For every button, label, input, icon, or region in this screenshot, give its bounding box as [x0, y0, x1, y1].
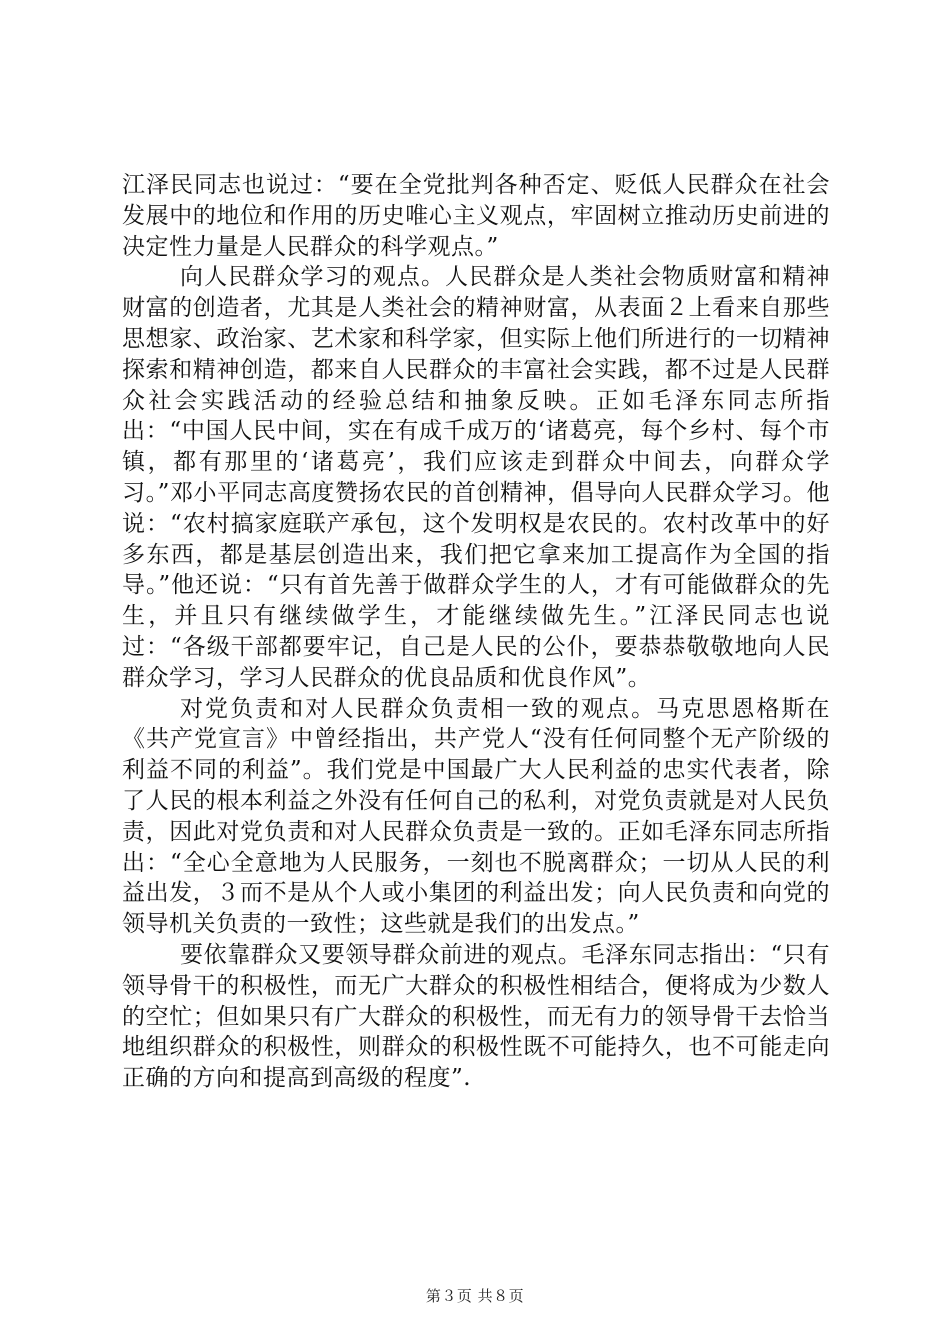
paragraph-continuation: 江泽民同志也说过：“要在全党批判各种否定、贬低人民群众在社会发展中的地位和作用的历史唯心主义观点，牢固树立推动历史前进的决定性力量是人民群众的科学观点。”	[122, 172, 830, 260]
paragraph-rely-and-lead: 要依靠群众又要领导群众前进的观点。毛泽东同志指出：“只有领导骨干的积极性，而无广大群众的积极性相结合，便将成为少数人的空忙；但如果只有广大群众的积极性，而无有力的领导骨干去恰当地组织群众的积极性，则群众的积极性既不可能持久，也不可能走向正确的方向和提高到高级的程度”.	[122, 941, 830, 1092]
paragraph-responsibility: 对党负责和对人民群众负责相一致的观点。马克思恩格斯在《共产党宣言》中曾经指出，共产党人“没有任何同整个无产阶级的利益不同的利益”。我们党是中国最广大人民利益的忠实代表者，除了人民的根本利益之外没有任何自己的私利，对党负责就是对人民负责，因此对党负责和对人民群众负责是一致的。正如毛泽东同志所指出：“全心全意地为人民服务，一刻也不脱离群众；一切从人民的利益出发，３而不是从个人或小集团的利益出发；向人民负责和向党的领导机关负责的一致性；这些就是我们的出发点。”	[122, 695, 830, 938]
paragraph-learn-from-masses: 向人民群众学习的观点。人民群众是人类社会物质财富和精神财富的创造者，尤其是人类社会的精神财富，从表面２上看来自那些思想家、政治家、艺术家和科学家，但实际上他们所进行的一切精神探索和精神创造，都来自人民群众的丰富社会实践，都不过是人民群众社会实践活动的经验总结和抽象反映。正如毛泽东同志所指出：“中国人民中间，实在有成千成万的‘诸葛亮，每个乡村、每个市镇，都有那里的‘诸葛亮’，我们应该走到群众中间去，向群众学习。”邓小平同志高度赞扬农民的首创精神，倡导向人民群众学习。他说：“农村搞家庭联产承包，这个发明权是农民的。农村改革中的好多东西，都是基层创造出来，我们把它拿来加工提高作为全国的指导。”他还说：“只有首先善于做群众学生的人，才有可能做群众的先生，并且只有继续做学生，才能继续做先生。”江泽民同志也说过：“各级干部都要牢记，自己是人民的公仆，要恭恭敬敬地向人民群众学习，学习人民群众的优良品质和优良作风”。	[122, 264, 830, 691]
page-footer: 第３页 共８页	[425, 1287, 525, 1305]
document-body	[122, 170, 830, 1094]
